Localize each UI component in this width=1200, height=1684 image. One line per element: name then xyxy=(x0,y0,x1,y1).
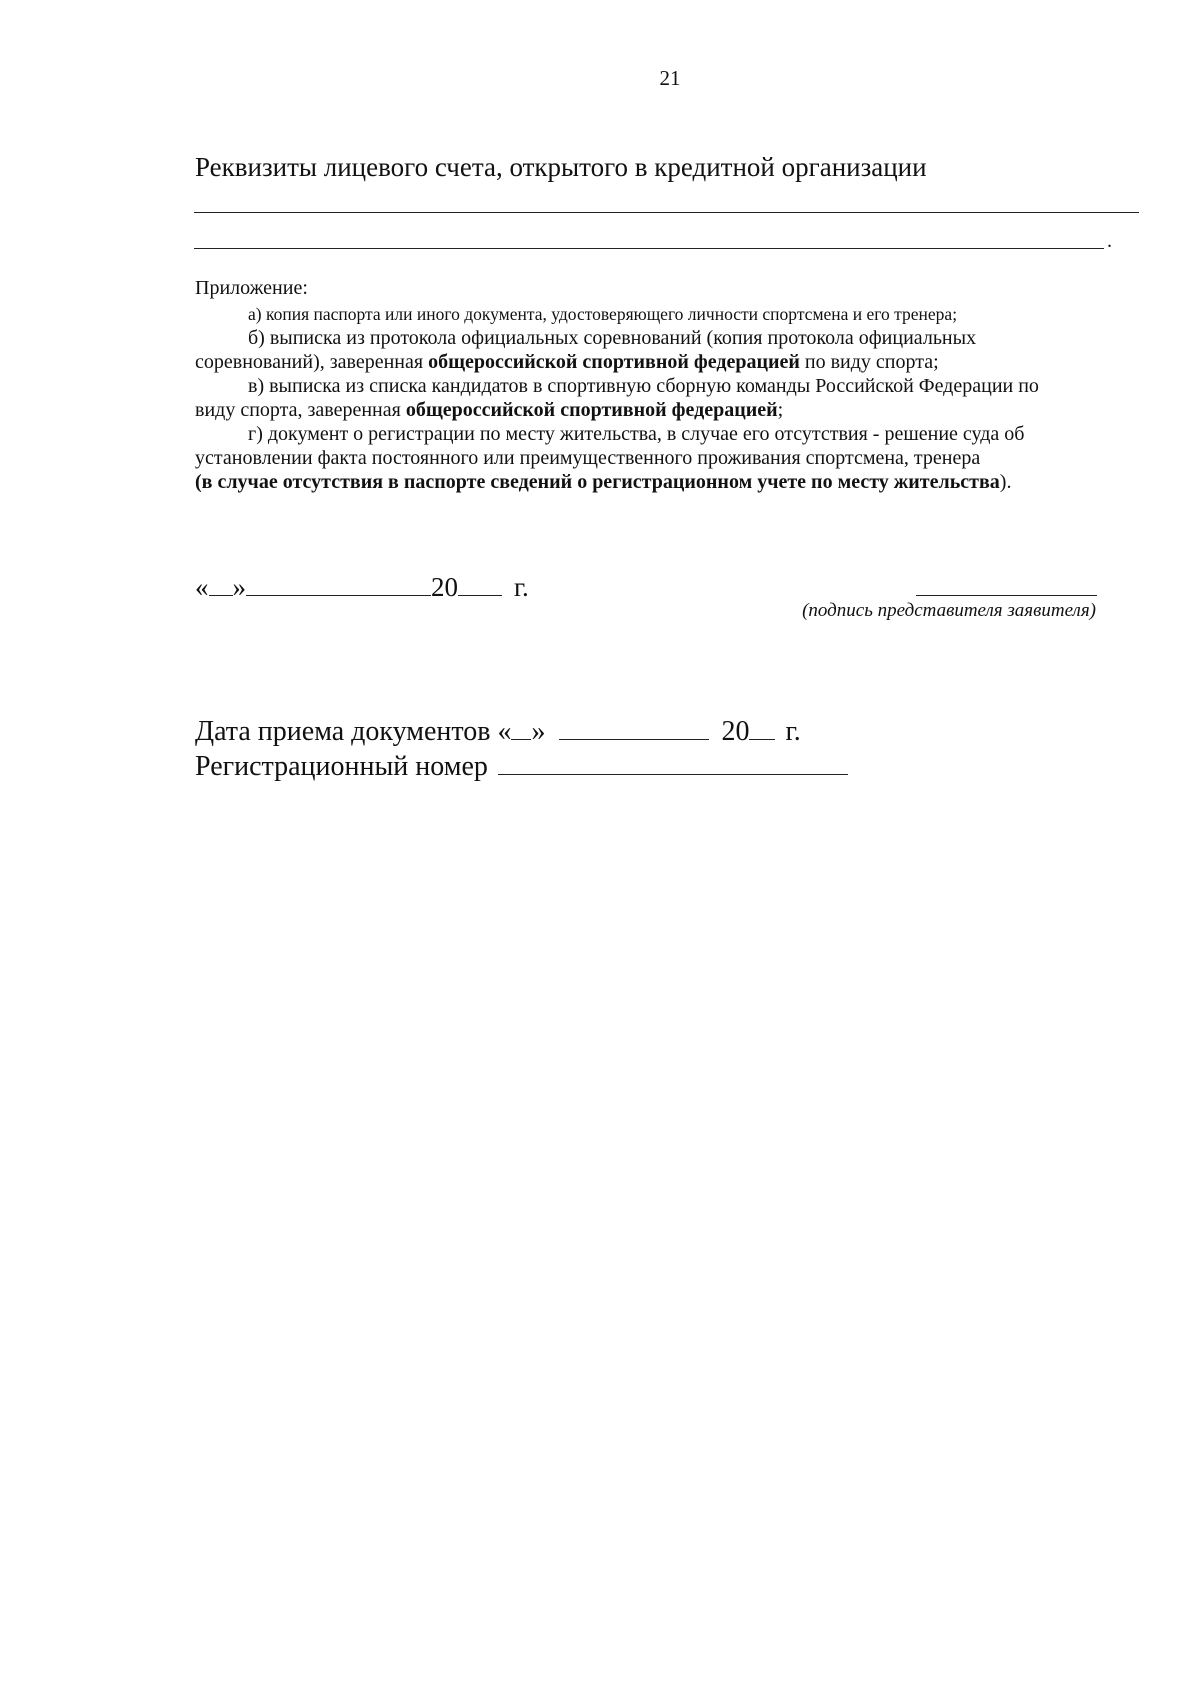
date-quote-close: » xyxy=(232,572,246,602)
appendix-block xyxy=(195,276,1130,494)
appendix-item-b-line2-part1: соревнований), заверенная xyxy=(195,351,424,373)
appendix-item-v-line2-end: ; xyxy=(777,399,784,421)
registration-number-label: Регистрационный номер xyxy=(195,751,488,782)
appendix-item-a xyxy=(195,302,1130,326)
date-quote-open: « xyxy=(195,572,209,602)
appendix-item-v xyxy=(195,374,1130,398)
appendix-item-g-line2: установлении факта постоянного или преимущественного проживания спортсмена, тренера xyxy=(195,447,981,469)
appendix-heading: Приложение: xyxy=(195,277,308,299)
appendix-item-v-bold: общероссийской спортивной федерацией xyxy=(405,399,778,421)
appendix-item-b-cont xyxy=(195,350,1130,374)
year-blank xyxy=(458,595,502,596)
year-prefix: 20 xyxy=(431,572,458,602)
account-details-line-end: . xyxy=(1107,230,1112,252)
appendix-item-g xyxy=(195,422,1130,446)
receipt-month-blank xyxy=(559,739,709,740)
appendix-item-v-line2-part1: виду спорта, заверенная xyxy=(195,399,401,421)
signature-caption: (подпись представителя заявителя) xyxy=(802,600,1096,621)
appendix-item-b-bold: общероссийской спортивной федерацией xyxy=(428,351,800,373)
appendix-item-g-line1: г) документ о регистрации по месту жительства, в случае его отсутствия - решение суда об xyxy=(248,423,1025,445)
year-suffix: г. xyxy=(514,572,529,602)
account-details-title: Реквизиты лицевого счета, открытого в кредитной организации xyxy=(195,152,927,182)
receipt-day-blank xyxy=(511,739,531,740)
appendix-item-v-cont xyxy=(195,398,1130,422)
signature-line xyxy=(916,595,1097,596)
appendix-item-g-line3-end: ). xyxy=(999,471,1012,493)
receipt-year-blank xyxy=(749,739,775,740)
appendix-item-b xyxy=(195,326,1130,350)
account-details-line-1 xyxy=(194,212,1139,213)
receipt-date-label: Дата приема документов « xyxy=(195,716,512,747)
day-blank xyxy=(209,595,233,596)
registration-number-blank xyxy=(498,774,848,775)
month-blank xyxy=(246,595,431,596)
receipt-year-prefix: 20 xyxy=(721,716,750,747)
receipt-year-suffix: г. xyxy=(785,716,801,747)
account-details-line-2 xyxy=(194,248,1104,249)
page-number: 21 xyxy=(659,66,681,90)
appendix-item-g-note xyxy=(195,470,1130,494)
appendix-item-b-line2-part2: по виду спорта; xyxy=(804,351,939,373)
appendix-item-g-cont xyxy=(195,446,1130,470)
registration-number-row xyxy=(195,751,848,783)
receipt-date-quote-close: » xyxy=(531,716,546,747)
appendix-item-g-line3-bold: (в случае отсутствия в паспорте сведений о регистрационном учете по месту жительства xyxy=(195,471,1000,493)
appendix-item-b-line1: б) выписка из протокола официальных соревнований (копия протокола официальных xyxy=(248,327,977,349)
application-date-row xyxy=(195,572,529,603)
appendix-item-v-line1: в) выписка из списка кандидатов в спортивную сборную команды Российской Федерации по xyxy=(248,375,1039,397)
appendix-item-a-text: а) копия паспорта или иного документа, удостоверяющего личности спортсмена и его тренера; xyxy=(248,304,958,324)
receipt-date-row xyxy=(195,716,801,748)
